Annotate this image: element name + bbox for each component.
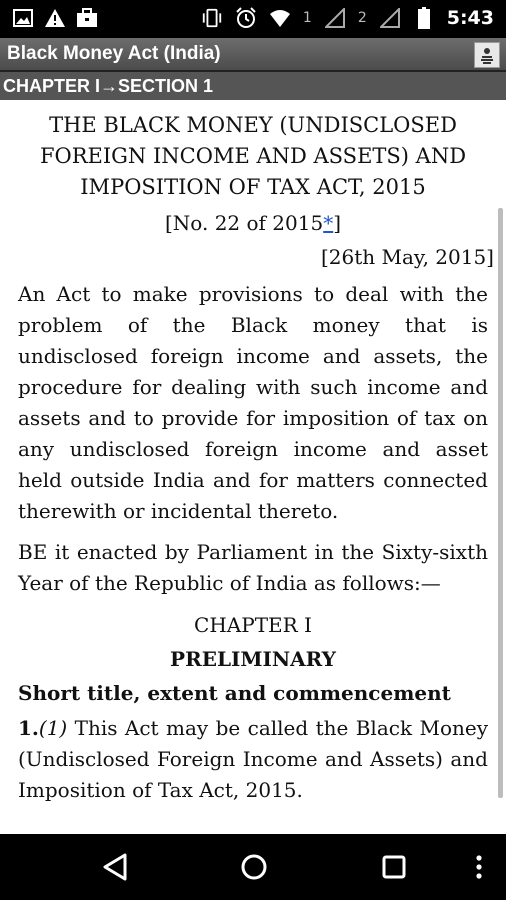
section-title: Short title, extent and commencement: [18, 681, 451, 705]
scrollbar[interactable]: [498, 208, 503, 798]
enactment-clause: BE it enacted by Parliament in the Sixty-sixth Year of the Republic of India as follows:—: [18, 540, 488, 595]
back-icon[interactable]: [98, 850, 132, 884]
sim2-label: 2: [357, 10, 367, 26]
section-number: 1.: [18, 716, 39, 740]
chapter-heading: CHAPTER I: [194, 613, 312, 637]
app-bar: [0, 38, 506, 70]
signal-icon: [379, 7, 401, 29]
navigation-bar: [0, 834, 506, 900]
image-icon: [12, 7, 34, 29]
wifi-icon: [269, 7, 291, 29]
act-number-prefix: [No. 22 of 2015: [164, 211, 324, 235]
document-view[interactable]: [0, 100, 506, 834]
act-number: [18, 211, 488, 235]
system-icons: [201, 7, 494, 29]
overflow-menu-icon[interactable]: [462, 850, 496, 884]
preamble: An Act to make provisions to deal with the problem of the Black money that is undisclosed foreign income and assets, the procedure for dealing with such income and assets and to provide for imposition of tax on any undisclosed foreign income and asset held outside India and for matters connected therewith or incidental thereto.: [18, 282, 488, 523]
notification-icons: [12, 7, 98, 29]
sim1-label: 1: [302, 10, 312, 26]
chapter-name: PRELIMINARY: [170, 647, 336, 671]
breadcrumb-label: CHAPTER I→SECTION 1: [3, 76, 214, 96]
section-body: This Act may be called the Black Money (Undisclosed Foreign Income and Assets) and Imposition of Tax Act, 2015.: [18, 716, 488, 802]
battery-icon: [413, 7, 435, 29]
document-icon[interactable]: [474, 42, 500, 68]
section-text: [18, 713, 488, 806]
signal-icon: [324, 7, 346, 29]
breadcrumb: [0, 70, 506, 102]
warning-icon: [44, 7, 66, 29]
home-icon[interactable]: [237, 850, 271, 884]
clock: 5:43: [446, 7, 494, 29]
recents-icon[interactable]: [377, 850, 411, 884]
act-number-suffix: ]: [333, 211, 342, 235]
alarm-icon: [235, 7, 257, 29]
subsection-number: (1): [38, 716, 68, 740]
app-title: Black Money Act (India): [7, 43, 221, 64]
status-bar: [0, 0, 506, 38]
footnote-link[interactable]: *: [323, 211, 334, 235]
vibrate-icon: [201, 7, 223, 29]
act-title: THE BLACK MONEY (UNDISCLOSED FOREIGN INCOME AND ASSETS) AND IMPOSITION OF TAX ACT, 2015: [39, 113, 467, 199]
act-date: [26th May, 2015]: [321, 245, 494, 269]
briefcase-icon: [76, 7, 98, 29]
